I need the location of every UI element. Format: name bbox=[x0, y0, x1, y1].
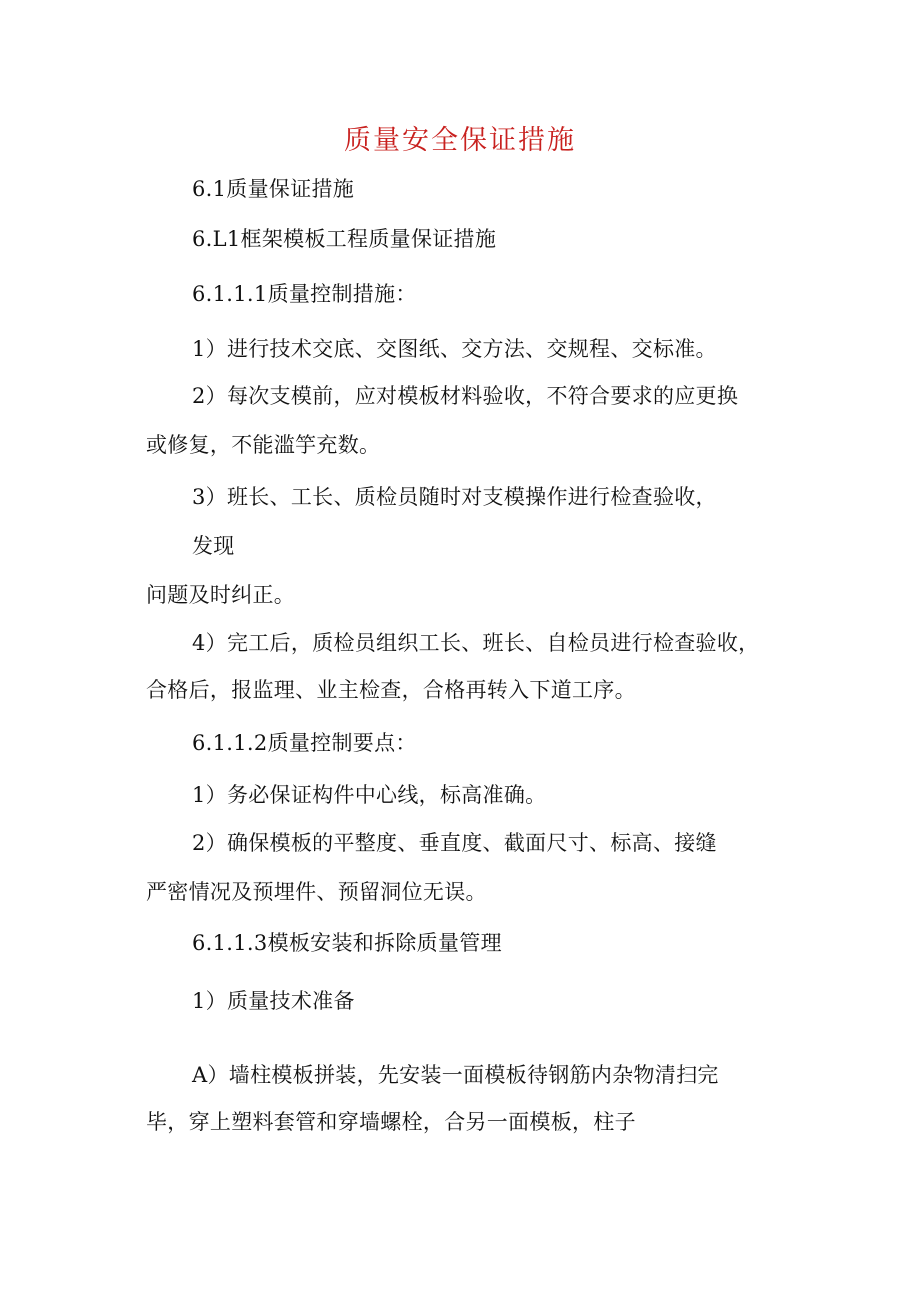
paragraph-line: 2）每次支模前，应对模板材料验收，不符合要求的应更换 bbox=[192, 384, 739, 408]
paragraph-line: 发现 bbox=[192, 534, 235, 558]
paragraph-line: 或修复，不能滥竽充数。 bbox=[146, 433, 381, 457]
paragraph-line: 问题及时纠正。 bbox=[146, 583, 296, 607]
paragraph-line: 3）班长、工长、质检员随时对支模操作进行检查验收， bbox=[192, 485, 717, 509]
section-heading-6-1-1: 6.L1框架模板工程质量保证措施 bbox=[192, 227, 497, 251]
paragraph-line: 严密情况及预埋件、预留洞位无误。 bbox=[146, 880, 487, 904]
paragraph-line: A）墙柱模板拼装，先安装一面模板待钢筋内杂物清扫完 bbox=[192, 1063, 719, 1087]
paragraph-line: 2）确保模板的平整度、垂直度、截面尺寸、标高、接缝 bbox=[192, 831, 717, 855]
paragraph-line: 1）进行技术交底、交图纸、交方法、交规程、交标准。 bbox=[192, 337, 717, 361]
document-title: 质量安全保证措施 bbox=[344, 125, 576, 156]
subsection-heading-6-1-1-2: 6.1.1.2质量控制要点： bbox=[192, 731, 417, 755]
section-heading-6-1: 6.1质量保证措施 bbox=[192, 177, 355, 201]
subsection-heading-6-1-1-1: 6.1.1.1质量控制措施： bbox=[192, 282, 417, 306]
paragraph-line: 1）务必保证构件中心线，标高准确。 bbox=[192, 783, 547, 807]
subsection-heading-6-1-1-3: 6.1.1.3模板安装和拆除质量管理 bbox=[192, 931, 502, 955]
paragraph-line: 毕，穿上塑料套管和穿墙螺栓，合另一面模板，柱子 bbox=[146, 1110, 636, 1134]
paragraph-line: 4）完工后，质检员组织工长、班长、自检员进行检查验收， bbox=[192, 631, 760, 655]
paragraph-line: 合格后，报监理、业主检查，合格再转入下道工序。 bbox=[146, 678, 636, 702]
paragraph-line: 1）质量技术准备 bbox=[192, 989, 355, 1013]
